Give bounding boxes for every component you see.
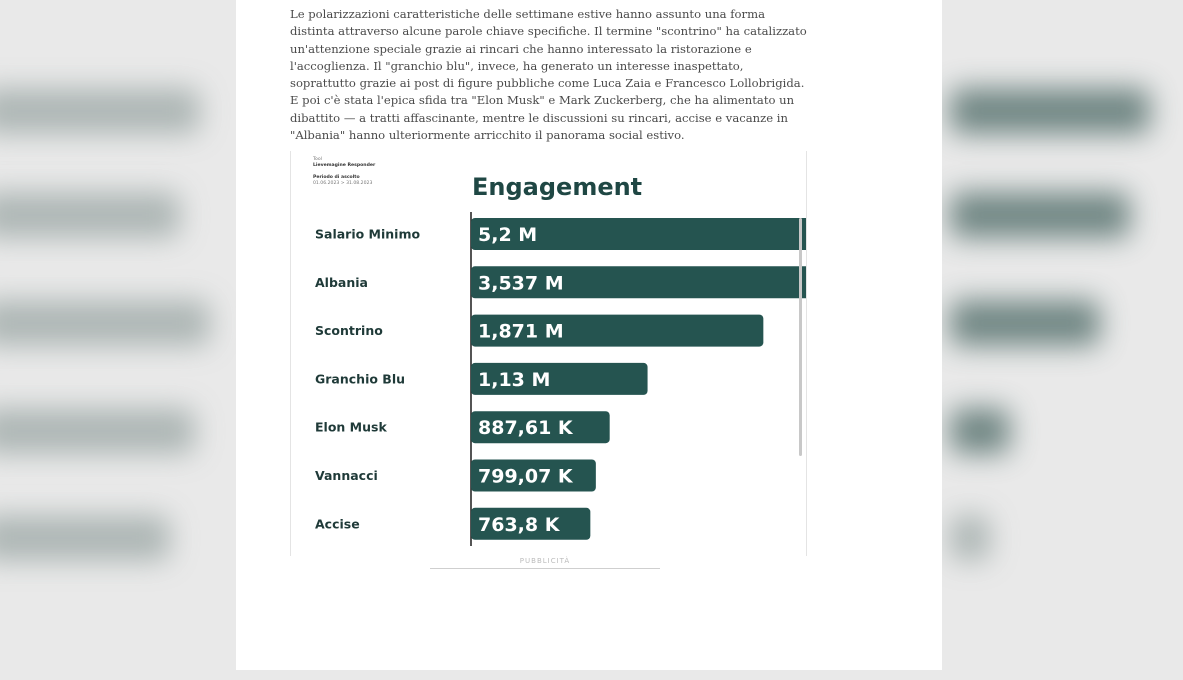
category-label: Granchio Blu: [315, 371, 406, 387]
bar-value-label: 3,537 M: [478, 272, 564, 295]
blurred-backdrop-right: [942, 0, 1183, 680]
bar-value-label: 763,8 K: [478, 513, 560, 536]
category-label: Elon Musk: [315, 419, 387, 435]
bar-value-label: 1,13 M: [478, 368, 551, 391]
article-paragraph: Le polarizzazioni caratteristiche delle settimane estive hanno assunto una forma distinta attraverso alcune parole chiave specifiche. Il termine "scontrino" ha catalizzato un'attenzione speciale grazie ai rincari che hanno interessato la ristorazione e l'accoglienza. Il "granchio blu", invece, ha generato un interesse inaspettato, soprattutto grazie ai post di figure pubbliche come Luca Zaia e Francesco Lollobrigida. E poi c'è stata l'epica sfida tra "Elon Musk" e Mark Zuckerberg, che ha alimentato un dibattito — a tratti affascinante, mentre le discussioni su rincari, accise e vacanze in "Albania" hanno ulteriormente arricchito il panorama social estivo.: [290, 7, 807, 143]
blurred-shape: [0, 88, 200, 134]
period-value: 01.06.2023 > 31.08.2023: [313, 181, 373, 187]
blurred-shape: [950, 408, 1010, 454]
publisher-divider: [430, 557, 660, 573]
blurred-shape: [0, 300, 210, 346]
blurred-shape: [950, 88, 1150, 134]
category-label: Accise: [315, 516, 360, 532]
blurred-shape: [0, 515, 170, 561]
category-label: Vannacci: [315, 468, 378, 483]
tool-value: Lievemagine Responder: [313, 163, 376, 169]
bar-value-label: 887,61 K: [478, 417, 573, 440]
blurred-backdrop-left: [0, 0, 236, 680]
bar-value-label: 1,871 M: [478, 320, 564, 343]
article-page: [236, 0, 942, 670]
engagement-bar-chart: [291, 151, 806, 556]
bar-value-label: 5,2 M: [478, 224, 538, 246]
blurred-shape: [0, 192, 180, 238]
publisher-label: PUBBLICITÀ: [519, 557, 571, 565]
chart-scrollbar[interactable]: [799, 218, 802, 456]
tool-label: Tool: [313, 157, 322, 162]
chart-embed: [290, 151, 807, 556]
blurred-shape: [950, 515, 990, 561]
category-label: Salario Minimo: [315, 226, 421, 242]
bar-value-label: 799,07 K: [478, 465, 573, 488]
category-label: Albania: [315, 274, 368, 290]
blurred-shape: [950, 192, 1130, 238]
category-label: Scontrino: [315, 323, 383, 339]
blurred-shape: [0, 408, 195, 454]
blurred-shape: [950, 300, 1100, 346]
chart-title: Engagement: [472, 173, 643, 201]
period-label: Periodo di ascolto: [313, 174, 360, 180]
